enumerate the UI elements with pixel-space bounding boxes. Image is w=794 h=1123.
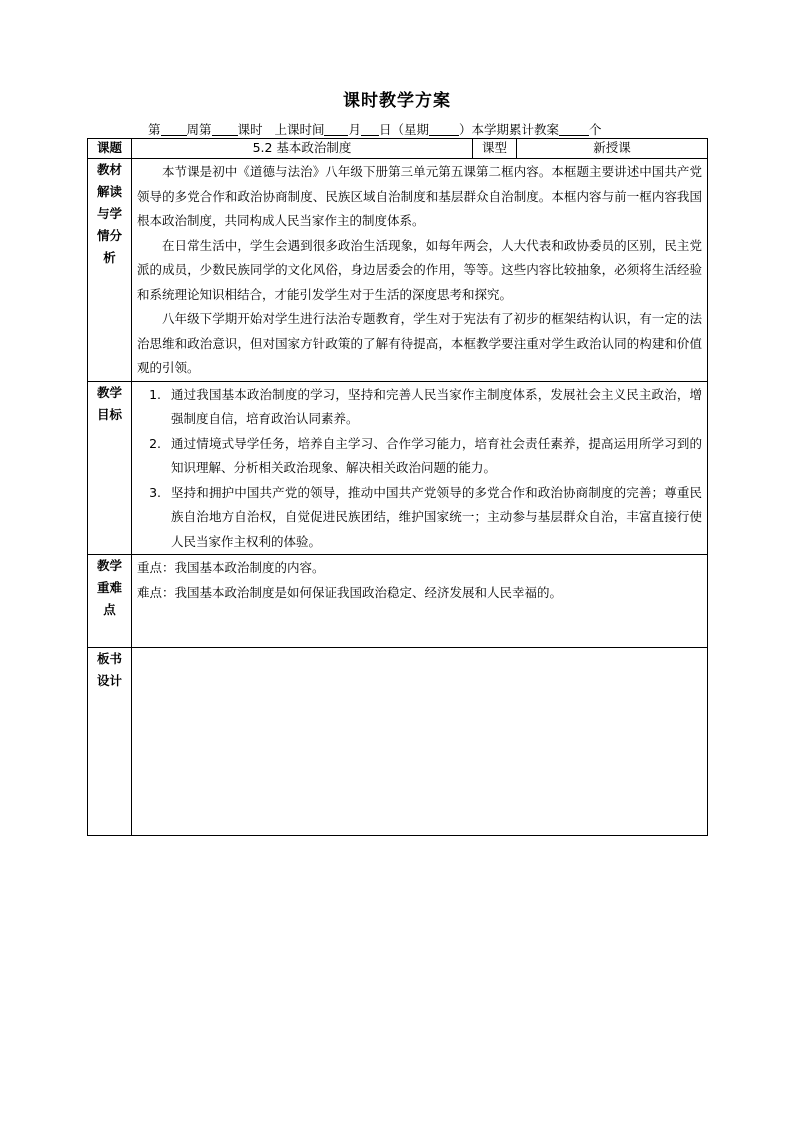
analysis-content: [132, 159, 708, 382]
page-title: 课时教学方案: [343, 91, 451, 111]
analysis-paragraph: 在日常生活中，学生会遇到很多政治生活现象，如每年两会，人大代表和政协委员的区别，民主党派的成员，少数民族同学的文化风俗，身边居委会的作用，等等。这些内容比较抽象，必须将生活经验和系统理论知识相结合，才能引发学生对于生活的深度思考和探究。: [137, 237, 702, 302]
day-blank: [361, 123, 379, 136]
goals-row: [88, 381, 708, 555]
analysis-row: [88, 159, 708, 382]
unit-label: 个: [589, 122, 602, 137]
goals-list: [137, 383, 702, 555]
focus-content: [132, 555, 708, 648]
month-blank: [324, 123, 348, 136]
topic-row: [88, 139, 708, 159]
weekday-blank: [429, 123, 459, 136]
goals-content: [132, 381, 708, 555]
board-content: [132, 648, 708, 836]
lesson-type-label: 课型: [473, 139, 517, 159]
lesson-type-value: 新授课: [517, 139, 708, 159]
board-row: [88, 648, 708, 836]
goal-item: 3. 坚持和拥护中国共产党的领导，推动中国共产党领导的多党合作和政治协商制度的完善；尊重民族自治地方自治权，自觉促进民族团结，维护国家统一；主动参与基层群众自治，丰富直接行使人民当家作主权利的体验。: [165, 481, 702, 555]
focus-row: [88, 555, 708, 648]
lesson-plan-table: [87, 138, 708, 836]
schedule-line: [148, 120, 602, 138]
day-label: 日（星期: [379, 122, 430, 137]
goals-label: 教学目标: [96, 384, 122, 422]
week-blank: [161, 123, 187, 136]
cumulative-label: ）本学期累计教案: [459, 122, 560, 137]
topic-label: 课题: [88, 139, 132, 159]
focus-label: 教学重难点: [96, 558, 122, 617]
week-mid: 周第: [186, 122, 212, 137]
goal-item: 2. 通过情境式导学任务，培养自主学习、合作学习能力，培育社会责任素养，提高运用所学习到的知识理解、分析相关政治现象、解决相关政治问题的能力。: [165, 432, 702, 481]
month-label: 月: [348, 122, 361, 137]
difficulty-point: 难点：我国基本政治制度是如何保证我国政治稳定、经济发展和人民幸福的。: [137, 584, 563, 600]
analysis-paragraph: 八年级下学期开始对学生进行法治专题教育，学生对于宪法有了初步的框架结构认识，有一定的法治思维和政治意识，但对国家方针政策的了解有待提高，本框教学要注重对学生政治认同的构建和价值观的引领。: [137, 311, 702, 375]
period-blank: [212, 123, 238, 136]
analysis-label: 教材解读与学情分析: [96, 162, 122, 265]
count-blank: [559, 123, 589, 136]
board-label: 板书设计: [96, 651, 122, 688]
week-prefix: 第: [148, 122, 161, 137]
topic-value: 5.2 基本政治制度: [132, 139, 473, 159]
analysis-paragraph: 本节课是初中《道德与法治》八年级下册第三单元第五课第二框内容。本框题主要讲述中国共产党领导的多党合作和政治协商制度、民族区域自治制度和基层群众自治制度。本框内容与前一框内容我国根本政治制度，共同构成人民当家作主的制度体系。: [137, 164, 702, 228]
time-label: 上课时间: [274, 122, 325, 137]
goal-item: 1. 通过我国基本政治制度的学习，坚持和完善人民当家作主制度体系，发展社会主义民主政治，增强制度自信，培育政治认同素养。: [165, 383, 702, 432]
period-suffix: 课时: [237, 122, 263, 137]
key-point: 重点：我国基本政治制度的内容。: [137, 560, 325, 575]
